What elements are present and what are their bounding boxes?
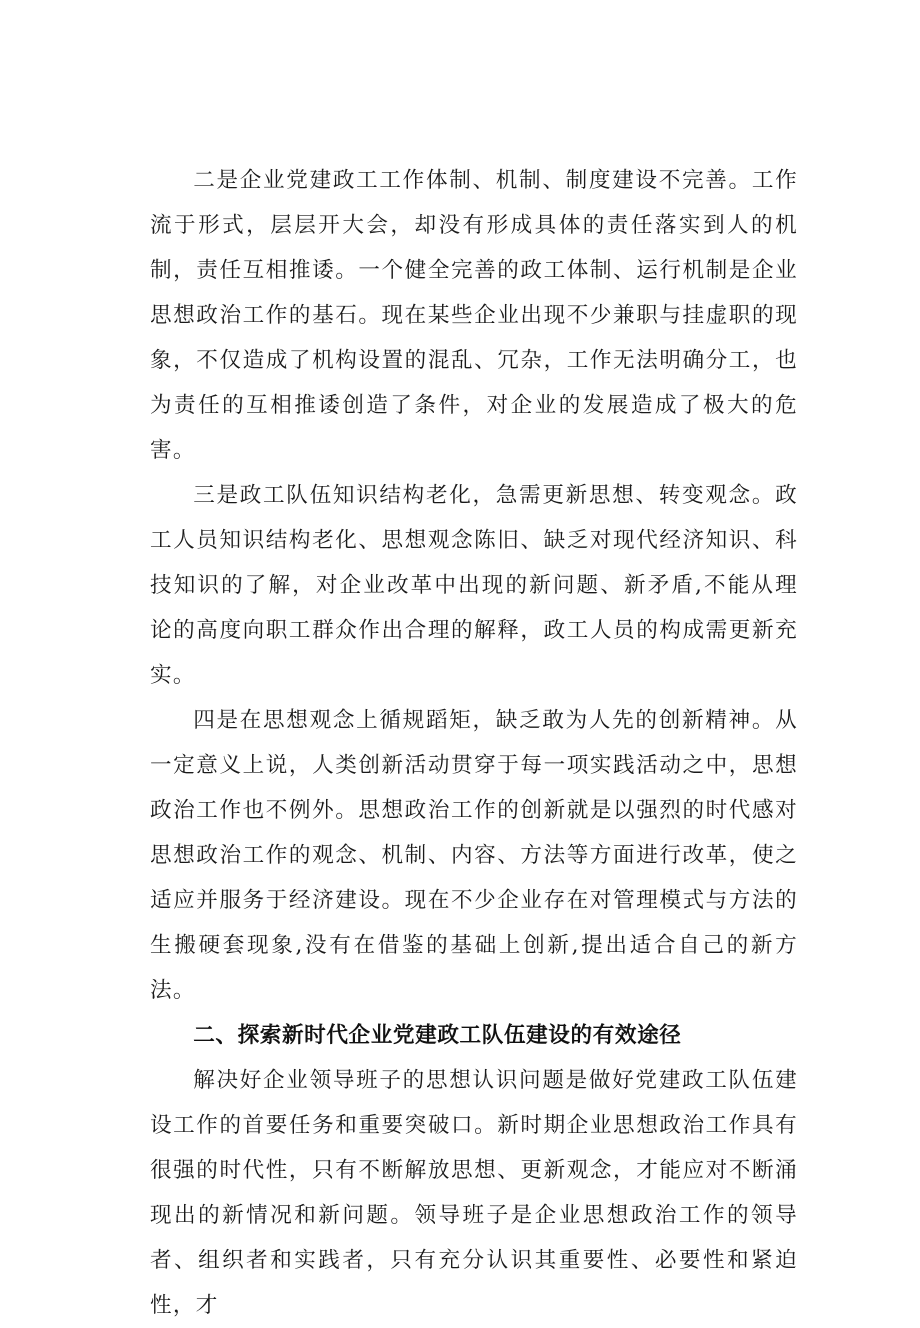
document-body (150, 158, 798, 1328)
section-heading: 二、探索新时代企业党建政工队伍建设的有效途径 (193, 1023, 682, 1048)
paragraph-solution: 解决好企业领导班子的思想认识问题是做好党建政工队伍建设工作的首要任务和重要突破口。新时期企业思想政治工作具有很强的时代性，只有不断解放思想、更新观念，才能应对不断涌现出的新情况和新问题。领导班子是企业思想政治工作的领导者、组织者和实践者，只有充分认识其重要性、必要性和紧迫性，才 (150, 1068, 798, 1318)
paragraph-three: 三是政工队伍知识结构老化，急需更新思想、转变观念。政工人员知识结构老化、思想观念陈旧、缺乏对现代经济知识、科技知识的了解，对企业改革中出现的新问题、新矛盾,不能从理论的高度向职工群众作出合理的解释，政工人员的构成需更新充实。 (150, 483, 798, 688)
paragraph-two: 二是企业党建政工工作体制、机制、制度建设不完善。工作流于形式，层层开大会，却没有形成具体的责任落实到人的机制，责任互相推诿。一个健全完善的政工体制、运行机制是企业思想政治工作的基石。现在某些企业出现不少兼职与挂虚职的现象，不仅造成了机构设置的混乱、冗杂，工作无法明确分工，也为责任的互相推诿创造了条件，对企业的发展造成了极大的危害。 (150, 168, 798, 463)
paragraph-four: 四是在思想观念上循规蹈矩，缺乏敢为人先的创新精神。从一定意义上说，人类创新活动贯穿于每一项实践活动之中，思想政治工作也不例外。思想政治工作的创新就是以强烈的时代感对思想政治工作的观念、机制、内容、方法等方面进行改革，使之适应并服务于经济建设。现在不少企业存在对管理模式与方法的生搬硬套现象,没有在借鉴的基础上创新,提出适合自己的新方法。 (150, 708, 798, 1003)
